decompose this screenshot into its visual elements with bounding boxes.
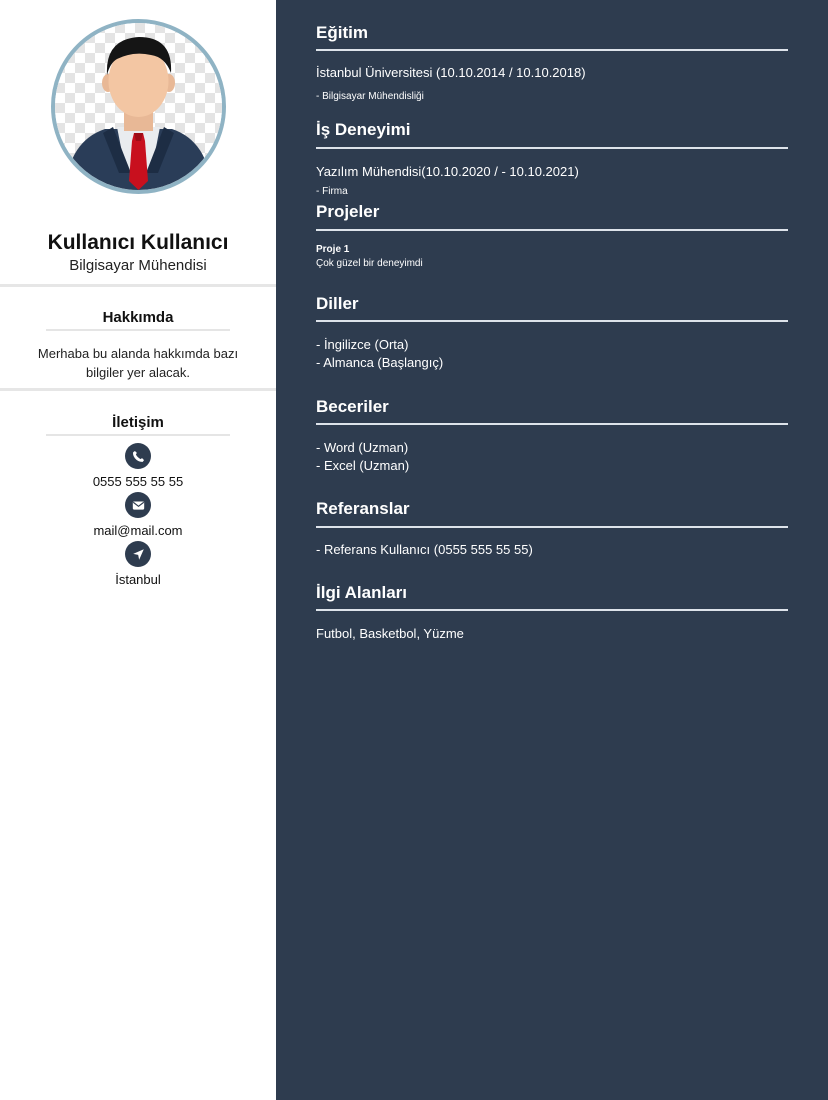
contact-phone: 0555 555 55 55 [92,474,184,489]
sidebar [0,0,276,1100]
language-item: - İngilizce (Orta) [316,337,409,352]
project-description: Çok güzel bir deneyimdi [316,258,423,269]
education-heading: Eğitim [316,23,368,42]
references-underline [316,526,788,528]
projects-heading: Projeler [316,202,380,221]
skills-underline [316,423,788,425]
contact-email[interactable]: mail@mail.com [93,523,183,538]
location-arrow-icon [125,541,151,567]
skill-item: - Word (Uzman) [316,440,409,455]
languages-underline [316,320,788,322]
language-item: - Almanca (Başlangıç) [316,355,444,370]
languages-heading: Diller [316,294,359,313]
project-name: Proje 1 [316,244,350,255]
contact-heading-underline [46,434,230,436]
interests-heading: İlgi Alanları [316,583,408,602]
divider [0,284,276,287]
interests-text: Futbol, Basketbol, Yüzme [316,626,464,641]
contact-location: İstanbul [115,572,161,587]
avatar-illustration [55,23,222,190]
avatar [51,19,226,194]
envelope-icon [125,492,151,518]
divider [0,388,276,391]
experience-heading: İş Deneyimi [316,120,411,139]
profile-title: Bilgisayar Mühendisi [69,257,207,274]
experience-position: Yazılım Mühendisi(10.10.2020 / - 10.10.2021) [316,164,579,179]
education-school: İstanbul Üniversitesi (10.10.2014 / 10.10.2018) [316,65,586,80]
experience-underline [316,147,788,149]
reference-item: - Referans Kullanıcı (0555 555 55 55) [316,542,533,557]
skills-heading: Beceriler [316,397,389,416]
about-heading-underline [46,329,230,331]
projects-underline [316,229,788,231]
interests-underline [316,609,788,611]
about-heading: Hakkımda [102,309,174,326]
education-underline [316,49,788,51]
contact-heading: İletişim [112,414,164,431]
main-content [276,0,828,1100]
experience-company: - Firma [316,186,348,197]
skill-item: - Excel (Uzman) [316,458,410,473]
profile-name: Kullanıcı Kullanıcı [47,231,229,254]
education-department: - Bilgisayar Mühendisliği [316,91,424,102]
phone-icon [125,443,151,469]
about-text: Merhaba bu alanda hakkımda bazı bilgiler yer alacak. [37,346,239,380]
references-heading: Referanslar [316,499,410,518]
